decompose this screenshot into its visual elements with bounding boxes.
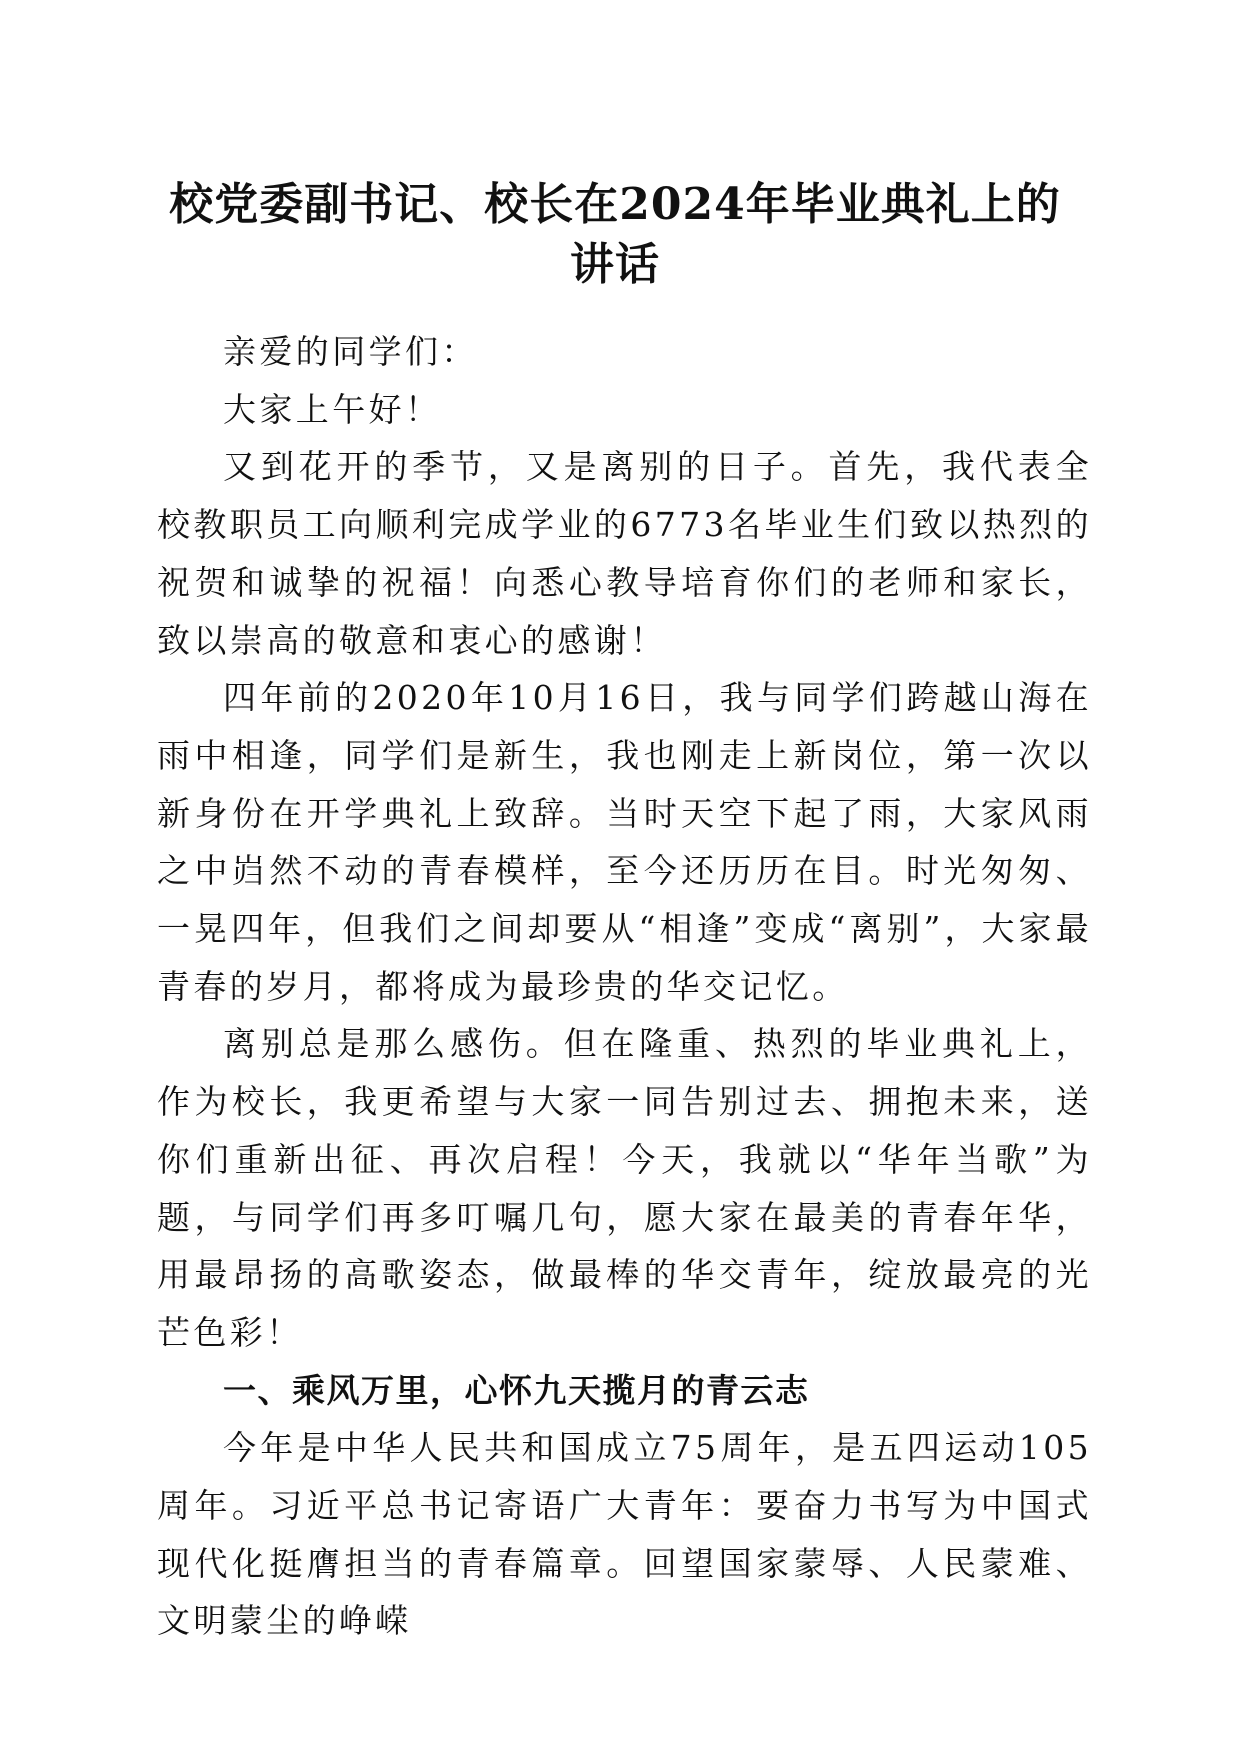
paragraph-anniversary: 今年是中华人民共和国成立75周年，是五四运动105周年。习近平总书记寄语广大青年：要奋力书写为中国式现代化挺膺担当的青春篇章。回望国家蒙辱、人民蒙难、文明蒙尘的峥嵘	[157, 1428, 1092, 1641]
paragraph-congratulations: 又到花开的季节，又是离别的日子。首先，我代表全校教职员工向顺利完成学业的6773名毕业生们致以热烈的祝贺和诚挚的祝福！向悉心教导培育你们的老师和家长，致以崇高的敬意和衷心的感谢！	[157, 447, 1092, 660]
section-heading-one: 一、乘风万里，心怀九天揽月的青云志	[223, 1370, 810, 1410]
paragraph-farewell: 离别总是那么感伤。但在隆重、热烈的毕业典礼上，作为校长，我更希望与大家一同告别过去、拥抱未来，送你们重新出征、再次启程！今天，我就以“华年当歌”为题，与同学们再多叮嘱几句，愿大家在最美的青春年华，用最昂扬的高歌姿态，做最棒的华交青年，绽放最亮的光芒色彩！	[157, 1024, 1092, 1352]
document-title: 校党委副书记、校长在2024年毕业典礼上的讲话	[169, 179, 1061, 290]
paragraph-four-years-ago: 四年前的2020年10月16日，我与同学们跨越山海在雨中相逢，同学们是新生，我也刚走上新岗位，第一次以新身份在开学典礼上致辞。当时天空下起了雨，大家风雨之中岿然不动的青春模样，至今还历历在目。时光匆匆、一晃四年，但我们之间却要从“相逢”变成“离别”，大家最青春的岁月，都将成为最珍贵的华交记忆。	[157, 678, 1092, 1006]
greeting: 大家上午好！	[223, 389, 442, 429]
document-body	[157, 323, 1092, 1650]
salutation: 亲爱的同学们：	[223, 332, 478, 371]
